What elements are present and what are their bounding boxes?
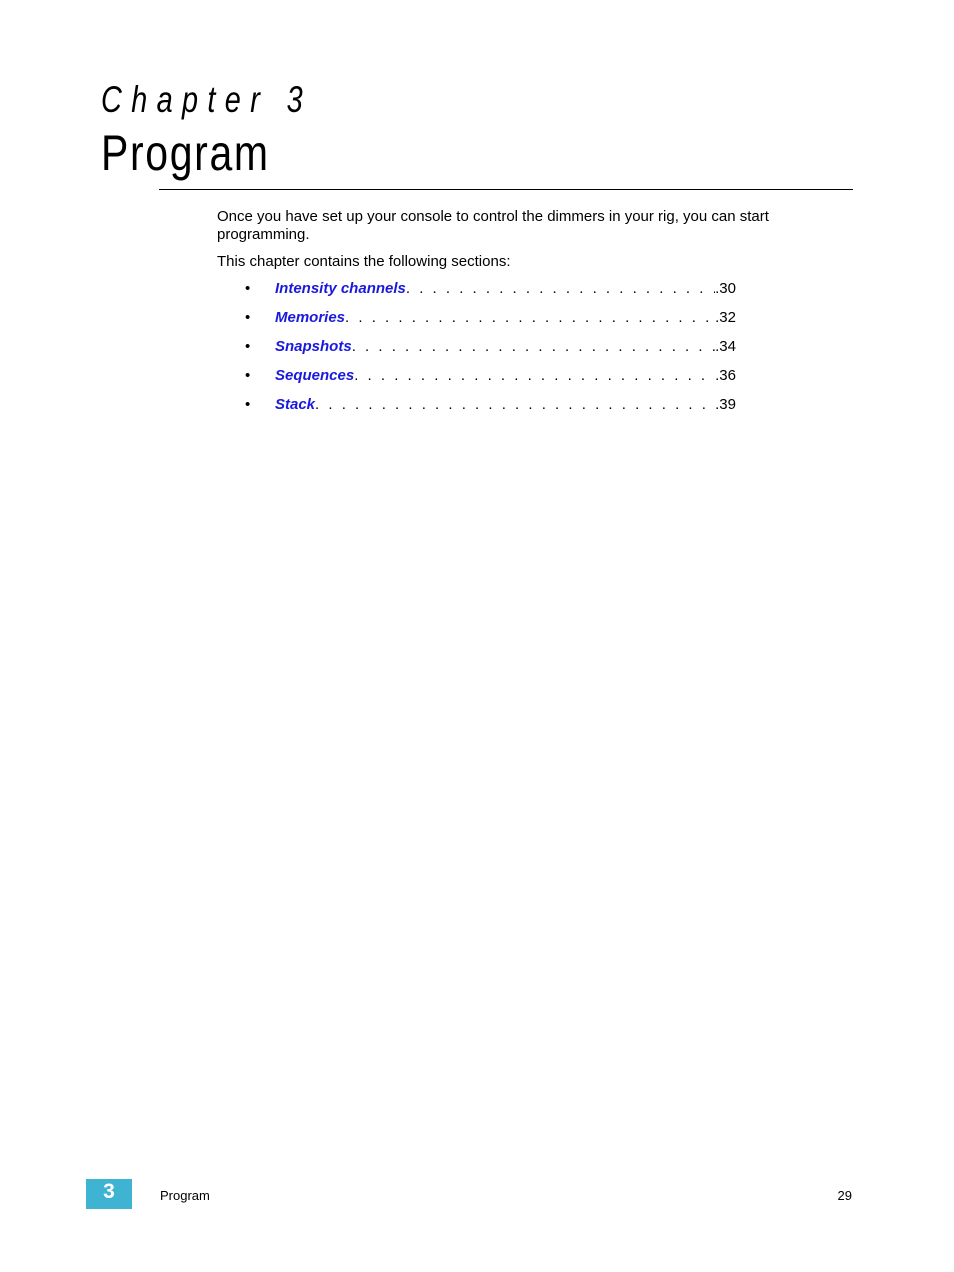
dot-leader [354,367,715,385]
toc-item-intensity-channels [217,280,736,309]
bullet-icon: • [245,338,251,355]
toc-link-sequences[interactable]: Sequences [275,367,355,384]
section-list [217,280,827,425]
dot-leader [406,280,715,298]
toc-page-number: .34 [715,338,736,355]
chapter-number-badge: 3 [86,1179,132,1209]
toc-item-memories [217,309,736,338]
intro-paragraph: Once you have set up your console to control the dimmers in your rig, you can start programming. [217,208,769,243]
page-title: Program [101,125,270,181]
bullet-icon: • [245,280,251,297]
dot-leader [345,309,715,327]
toc-page-number: .32 [715,309,736,326]
toc-page-number: .30 [715,280,736,297]
toc-item-stack [217,396,736,425]
toc-page-number: .39 [715,396,736,413]
toc-page-number: .36 [715,367,736,384]
toc-link-intensity-channels[interactable]: Intensity channels [275,280,406,297]
chapter-body [217,208,827,425]
toc-link-snapshots[interactable]: Snapshots [275,338,352,355]
footer-page-number: 29 [837,1188,852,1203]
toc-item-snapshots [217,338,736,367]
title-divider [159,189,853,190]
toc-item-sequences [217,367,736,396]
chapter-label: Chapter 3 [101,79,312,120]
bullet-icon: • [245,309,251,326]
footer-section-title: Program [160,1188,210,1203]
bullet-icon: • [245,367,251,384]
dot-leader [315,396,715,414]
sections-intro: This chapter contains the following sections: [217,253,511,270]
toc-link-memories[interactable]: Memories [275,309,346,326]
toc-link-stack[interactable]: Stack [275,396,316,413]
bullet-icon: • [245,396,251,413]
dot-leader [352,338,715,356]
